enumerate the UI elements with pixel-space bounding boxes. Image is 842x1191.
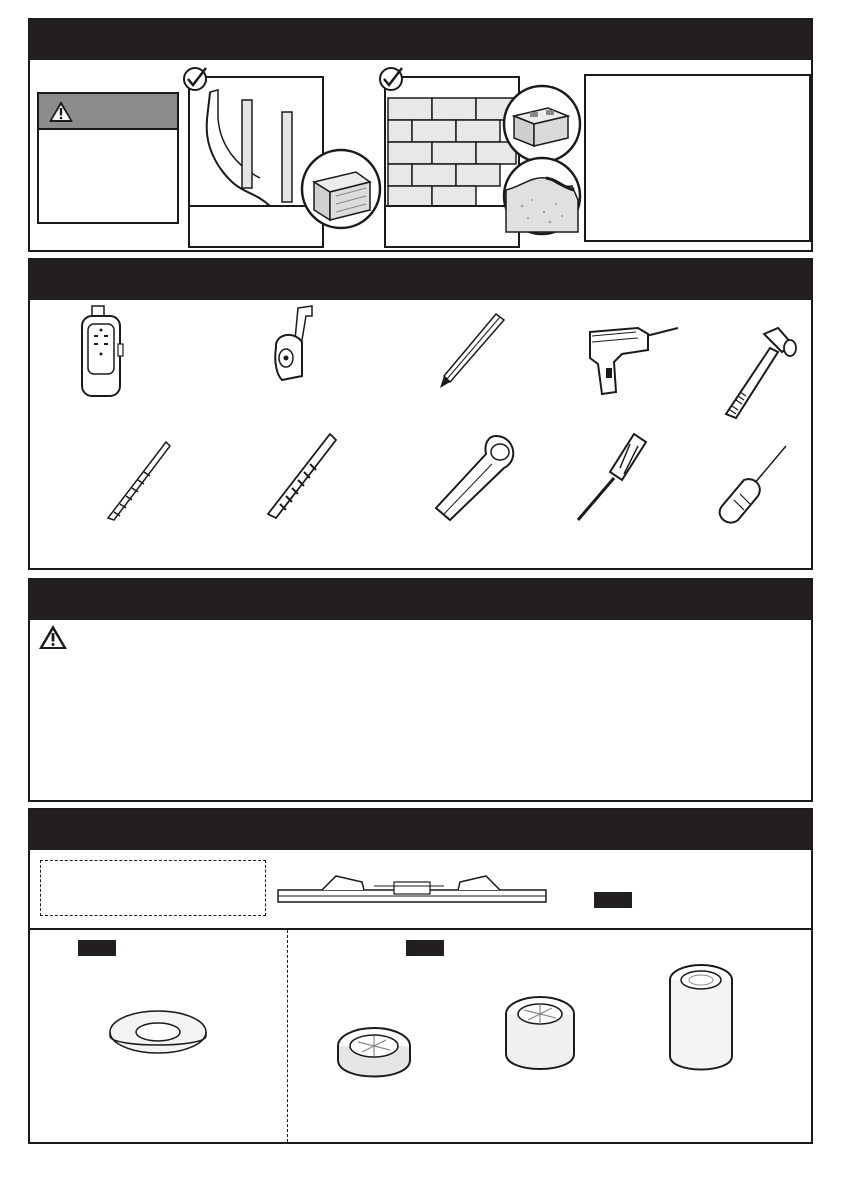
parts-divider-horizontal [30,928,811,930]
check-mark-icon [378,66,404,92]
part-tag [78,940,116,956]
screwdriver-icon [570,432,650,524]
warning-triangle-icon [38,624,68,650]
warnings-header [30,580,811,620]
brick-wall-illustration [386,78,518,246]
parts-divider-vertical [287,930,288,1142]
drill-bit-large-icon [266,432,340,522]
washer-icon [106,1006,210,1062]
drill-bit-small-icon [104,440,174,524]
tape-measure-icon [268,304,328,384]
wall-types-header [30,20,811,60]
wall-plate-icon [274,872,550,908]
stud-finder-icon [78,304,126,400]
check-mark-icon [182,66,208,92]
parts-note-dashed-box [40,860,266,916]
parts-header [30,810,811,850]
awl-icon [710,444,790,528]
parts-panel [28,808,813,1144]
spacer-medium-icon [502,994,578,1074]
socket-wrench-icon [430,432,520,524]
pencil-icon [436,312,508,392]
power-drill-icon [582,322,682,402]
wall-types-panel [28,18,813,252]
warning-triangle-icon [48,100,74,123]
warnings-panel [28,578,813,802]
caution-box [37,92,179,224]
wood-grain-detail-icon [300,148,382,230]
brick-wall-frame [384,76,520,248]
cinder-block-detail-icon [502,84,582,164]
tools-panel [28,258,813,570]
spacer-tall-icon [666,962,736,1074]
note-box [584,74,811,242]
part-tag [594,892,632,908]
part-tag [406,940,444,956]
hammer-icon [720,326,800,426]
tools-header [30,260,811,300]
concrete-detail-icon [502,156,582,236]
spacer-short-icon [334,1024,414,1082]
